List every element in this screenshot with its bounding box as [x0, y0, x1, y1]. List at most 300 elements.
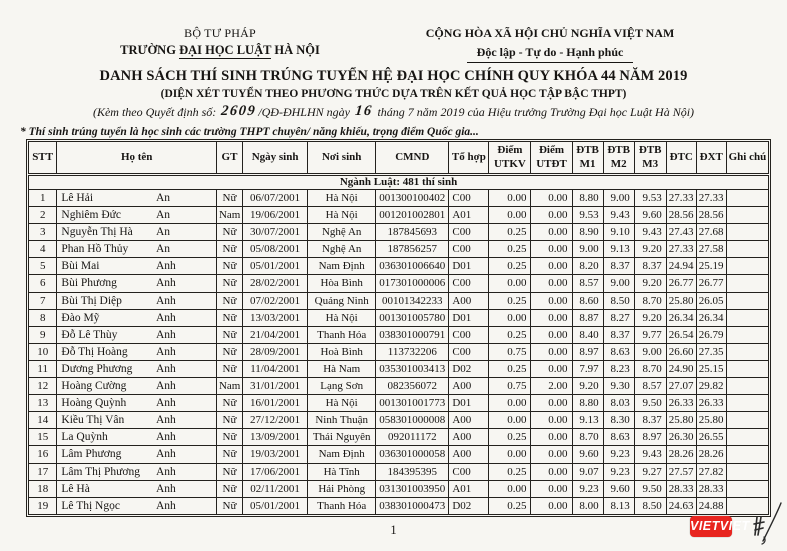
cell-name: Đào Mỹ Anh: [57, 309, 217, 326]
cell-name: Lâm Phương Anh: [57, 446, 217, 463]
cell-m2: 9.00: [603, 190, 634, 207]
cell-name: Lê Thị Ngọc Anh: [57, 497, 217, 514]
cell-m1: 8.70: [572, 429, 603, 446]
cell-cmnd: 001301005780: [376, 309, 449, 326]
cell-m2: 9.10: [603, 224, 634, 241]
cell-dxt: 27.33: [696, 190, 726, 207]
handwritten-signature-mark: [747, 497, 787, 549]
cell-stt: 17: [29, 463, 57, 480]
cell-pob: Hà Nội: [308, 309, 376, 326]
cell-m3: 9.20: [634, 241, 666, 258]
cell-note: [726, 378, 768, 395]
cell-cmnd: 001301001773: [376, 395, 449, 412]
cell-utkv: 0.00: [489, 446, 531, 463]
table-row: [29, 412, 769, 429]
cell-m3: 9.50: [634, 480, 666, 497]
cell-dxt: 26.33: [696, 395, 726, 412]
cell-dxt: 25.19: [696, 258, 726, 275]
cell-name: Lê Hà Anh: [57, 480, 217, 497]
cell-utkv: 0.00: [489, 207, 531, 224]
cell-gt: Nữ: [216, 343, 242, 360]
cell-note: [726, 207, 768, 224]
cell-stt: 13: [29, 395, 57, 412]
cell-dtc: 26.54: [666, 326, 696, 343]
cell-dtc: 27.33: [666, 190, 696, 207]
table-row: [29, 360, 769, 377]
document-title: DANH SÁCH THÍ SINH TRÚNG TUYỂN HỆ ĐẠI HỌC CHÍNH QUY KHÓA 44 NĂM 2019: [99, 68, 688, 84]
cell-m1: 9.07: [572, 463, 603, 480]
cell-gt: Nữ: [216, 292, 242, 309]
cell-gt: Nữ: [216, 275, 242, 292]
cell-utdt: 0.00: [531, 207, 572, 224]
cell-utkv: 0.25: [489, 241, 531, 258]
cell-dtc: 26.33: [666, 395, 696, 412]
cell-stt: 8: [29, 309, 57, 326]
cell-pob: Hà Nam: [308, 360, 376, 377]
cell-note: [726, 395, 768, 412]
cell-note: [726, 258, 768, 275]
cell-dob: 27/12/2001: [243, 412, 308, 429]
cell-tohop: A00: [449, 378, 489, 395]
cell-m2: 8.03: [603, 395, 634, 412]
cell-pob: Ninh Thuận: [308, 412, 376, 429]
cell-utdt: 0.00: [531, 241, 572, 258]
col-header-diem-utdt: Điểm UTĐT: [531, 142, 572, 175]
cell-pob: Hà Nội: [308, 395, 376, 412]
cell-dxt: 26.05: [696, 292, 726, 309]
cell-pob: Hà Nội: [308, 190, 376, 207]
cell-dtc: 26.60: [666, 343, 696, 360]
cell-stt: 14: [29, 412, 57, 429]
cell-gt: Nữ: [216, 497, 242, 514]
cell-dob: 13/03/2001: [243, 309, 308, 326]
cell-m2: 8.37: [603, 326, 634, 343]
cell-m2: 9.13: [603, 241, 634, 258]
cell-utdt: 0.00: [531, 429, 572, 446]
handwritten-decree-number: 2609: [220, 103, 258, 119]
national-title: CỘNG HÒA XÃ HỘI CHỦ NGHĨA VIỆT NAM: [425, 26, 675, 40]
col-header-gt: GT: [216, 142, 242, 175]
table-body: [29, 175, 769, 515]
cell-m2: 9.30: [603, 378, 634, 395]
cell-dob: 06/07/2001: [243, 190, 308, 207]
cell-name: La Quỳnh Anh: [57, 429, 217, 446]
admissions-table-wrapper: [26, 139, 771, 517]
cell-utdt: 0.00: [531, 497, 572, 514]
cell-m2: 8.37: [603, 258, 634, 275]
cell-name: Bùi Thị Diệp Anh: [57, 292, 217, 309]
cell-note: [726, 224, 768, 241]
cell-tohop: D01: [449, 395, 489, 412]
cell-m2: 8.27: [603, 309, 634, 326]
cell-tohop: C00: [449, 224, 489, 241]
table-row: [29, 258, 769, 275]
cell-gt: Nữ: [216, 224, 242, 241]
cell-m1: 8.87: [572, 309, 603, 326]
cell-name: Lê Hải An: [57, 190, 217, 207]
cell-utdt: 0.00: [531, 395, 572, 412]
cell-note: [726, 190, 768, 207]
cell-dxt: 24.88: [696, 497, 726, 514]
cell-m1: 8.00: [572, 497, 603, 514]
cell-stt: 2: [29, 207, 57, 224]
cell-dxt: 27.68: [696, 224, 726, 241]
cell-name: Bùi Phương Anh: [57, 275, 217, 292]
cell-name: Hoàng Cường Anh: [57, 378, 217, 395]
cell-utkv: 0.00: [489, 190, 531, 207]
cell-dtc: 26.77: [666, 275, 696, 292]
cell-tohop: A00: [449, 292, 489, 309]
university-name: TRƯỜNG ĐẠI HỌC LUẬT HÀ NỘI: [120, 43, 320, 58]
cell-m3: 9.43: [634, 446, 666, 463]
cell-m1: 8.80: [572, 395, 603, 412]
cell-pob: Hoà Bình: [308, 343, 376, 360]
cell-m1: 9.53: [572, 207, 603, 224]
cell-dob: 19/06/2001: [243, 207, 308, 224]
cell-gt: Nữ: [216, 326, 242, 343]
cell-cmnd: 058301000008: [376, 412, 449, 429]
cell-pob: Nghệ An: [308, 241, 376, 258]
cell-utdt: 0.00: [531, 412, 572, 429]
cell-m3: 9.43: [634, 224, 666, 241]
cell-dxt: 28.33: [696, 480, 726, 497]
cell-stt: 11: [29, 360, 57, 377]
cell-utkv: 0.25: [489, 326, 531, 343]
cell-dtc: 28.33: [666, 480, 696, 497]
cell-m1: 8.57: [572, 275, 603, 292]
cell-note: [726, 292, 768, 309]
table-row: [29, 224, 769, 241]
document-subtitle: (DIỆN XÉT TUYỂN THEO PHƯƠNG THỨC DỰA TRÊN KẾT QUẢ HỌC TẬP BẬC THPT): [160, 88, 627, 100]
table-row: [29, 241, 769, 258]
cell-pob: Nghệ An: [308, 224, 376, 241]
cell-m1: 8.97: [572, 343, 603, 360]
cell-m1: 9.20: [572, 378, 603, 395]
cell-stt: 5: [29, 258, 57, 275]
cell-dtc: 28.56: [666, 207, 696, 224]
cell-tohop: C00: [449, 343, 489, 360]
table-row: [29, 463, 769, 480]
cell-m3: 9.00: [634, 343, 666, 360]
cell-dob: 19/03/2001: [243, 446, 308, 463]
cell-utkv: 0.75: [489, 343, 531, 360]
cell-name: Kiều Thị Vân Anh: [57, 412, 217, 429]
cell-dob: 31/01/2001: [243, 378, 308, 395]
cell-stt: 9: [29, 326, 57, 343]
cell-stt: 6: [29, 275, 57, 292]
cell-stt: 12: [29, 378, 57, 395]
table-row: [29, 497, 769, 514]
cell-cmnd: 031301003950: [376, 480, 449, 497]
cell-dxt: 28.26: [696, 446, 726, 463]
cell-stt: 4: [29, 241, 57, 258]
cell-dxt: 25.80: [696, 412, 726, 429]
cell-gt: Nữ: [216, 412, 242, 429]
cell-utkv: 0.25: [489, 429, 531, 446]
cell-utkv: 0.25: [489, 224, 531, 241]
cell-gt: Nữ: [216, 360, 242, 377]
cell-dxt: 26.79: [696, 326, 726, 343]
cell-dob: 21/04/2001: [243, 326, 308, 343]
cell-m1: 8.20: [572, 258, 603, 275]
cell-dtc: 28.26: [666, 446, 696, 463]
cell-m1: 9.23: [572, 480, 603, 497]
table-row: [29, 326, 769, 343]
cell-utdt: 0.00: [531, 292, 572, 309]
cell-gt: Nữ: [216, 429, 242, 446]
cell-dob: 17/06/2001: [243, 463, 308, 480]
cell-m3: 8.70: [634, 292, 666, 309]
cell-name: Đỗ Lê Thùy Anh: [57, 326, 217, 343]
cell-m3: 9.60: [634, 207, 666, 224]
national-motto-block: [400, 25, 700, 63]
cell-note: [726, 480, 768, 497]
cell-dob: 02/11/2001: [243, 480, 308, 497]
cell-utdt: 0.00: [531, 258, 572, 275]
cell-utkv: 0.00: [489, 412, 531, 429]
cell-m3: 8.97: [634, 429, 666, 446]
cell-dxt: 28.56: [696, 207, 726, 224]
cell-cmnd: 035301003413: [376, 360, 449, 377]
cell-dob: 28/02/2001: [243, 275, 308, 292]
cell-stt: 16: [29, 446, 57, 463]
cell-cmnd: 082356072: [376, 378, 449, 395]
cell-utdt: 2.00: [531, 378, 572, 395]
cell-tohop: A01: [449, 480, 489, 497]
cell-m3: 8.37: [634, 412, 666, 429]
ministry-name: BỘ TƯ PHÁP: [184, 26, 256, 40]
table-row: [29, 190, 769, 207]
cell-gt: Nữ: [216, 190, 242, 207]
cell-m2: 8.63: [603, 343, 634, 360]
cell-gt: Nữ: [216, 395, 242, 412]
cell-name: Dương Phương Anh: [57, 360, 217, 377]
cell-dxt: 27.58: [696, 241, 726, 258]
cell-dtc: 27.33: [666, 241, 696, 258]
cell-utkv: 0.25: [489, 258, 531, 275]
table-row: [29, 309, 769, 326]
cell-note: [726, 412, 768, 429]
viet-logo-stamp: VIETVIET: [690, 516, 732, 537]
table-header: [29, 142, 769, 175]
cell-pob: Thanh Hóa: [308, 326, 376, 343]
cell-dxt: 26.55: [696, 429, 726, 446]
cell-dtc: 27.57: [666, 463, 696, 480]
cell-utdt: 0.00: [531, 480, 572, 497]
cell-tohop: C00: [449, 326, 489, 343]
table-row: [29, 378, 769, 395]
cell-dxt: 27.82: [696, 463, 726, 480]
col-header-dtc: ĐTC: [666, 142, 696, 175]
cell-dob: 05/08/2001: [243, 241, 308, 258]
cell-name: Bùi Mai Anh: [57, 258, 217, 275]
table-row: [29, 480, 769, 497]
cell-utkv: 0.00: [489, 480, 531, 497]
table-row: [29, 395, 769, 412]
cell-stt: 18: [29, 480, 57, 497]
cell-stt: 3: [29, 224, 57, 241]
cell-m2: 8.13: [603, 497, 634, 514]
cell-utkv: 0.75: [489, 378, 531, 395]
cell-dtc: 27.43: [666, 224, 696, 241]
cell-dxt: 29.82: [696, 378, 726, 395]
admissions-table: [28, 141, 769, 515]
cell-m1: 9.60: [572, 446, 603, 463]
cell-pob: Hà Nội: [308, 207, 376, 224]
cell-cmnd: 113732206: [376, 343, 449, 360]
col-header-to-hop: Tổ hợp: [449, 142, 489, 175]
cell-pob: Nam Định: [308, 258, 376, 275]
cell-name: Nguyễn Thị Hà An: [57, 224, 217, 241]
cell-note: [726, 429, 768, 446]
cell-dob: 30/07/2001: [243, 224, 308, 241]
cell-cmnd: 017301000006: [376, 275, 449, 292]
col-header-stt: STT: [29, 142, 57, 175]
cell-m1: 8.40: [572, 326, 603, 343]
page-number: 1: [390, 523, 397, 537]
cell-cmnd: 038301000473: [376, 497, 449, 514]
cell-cmnd: 036301000058: [376, 446, 449, 463]
cell-pob: Hòa Bình: [308, 275, 376, 292]
cell-dob: 28/09/2001: [243, 343, 308, 360]
cell-gt: Nữ: [216, 463, 242, 480]
col-header-diem-utkv: Điểm UTKV: [489, 142, 531, 175]
col-header-ngay-sinh: Ngày sinh: [243, 142, 308, 175]
cell-m2: 8.50: [603, 292, 634, 309]
cell-m3: 9.77: [634, 326, 666, 343]
table-row: [29, 429, 769, 446]
cell-dob: 16/01/2001: [243, 395, 308, 412]
cell-utdt: 0.00: [531, 190, 572, 207]
col-header-dtb-m2: ĐTB M2: [603, 142, 634, 175]
cell-m2: 9.00: [603, 275, 634, 292]
cell-m1: 9.00: [572, 241, 603, 258]
cell-m3: 9.20: [634, 275, 666, 292]
table-row: [29, 446, 769, 463]
cell-pob: Hà Tĩnh: [308, 463, 376, 480]
cell-cmnd: 187856257: [376, 241, 449, 258]
cell-pob: Hải Phòng: [308, 480, 376, 497]
cell-m3: 9.50: [634, 395, 666, 412]
cell-pob: Thanh Hóa: [308, 497, 376, 514]
cell-tohop: D01: [449, 258, 489, 275]
cell-m2: 9.23: [603, 446, 634, 463]
cell-name: Phan Hồ Thủy An: [57, 241, 217, 258]
cell-note: [726, 463, 768, 480]
cell-note: [726, 446, 768, 463]
cell-m3: 9.20: [634, 309, 666, 326]
cell-m2: 8.23: [603, 360, 634, 377]
cell-utkv: 0.00: [489, 275, 531, 292]
col-header-ho-ten: Họ tên: [57, 142, 217, 175]
cell-gt: Nam: [216, 207, 242, 224]
cell-tohop: A00: [449, 412, 489, 429]
cell-utdt: 0.00: [531, 463, 572, 480]
cell-utdt: 0.00: [531, 224, 572, 241]
cell-name: Hoàng Quỳnh Anh: [57, 395, 217, 412]
cell-cmnd: 184395395: [376, 463, 449, 480]
cell-m1: 8.80: [572, 190, 603, 207]
cell-tohop: C00: [449, 241, 489, 258]
cell-name: Lâm Thị Phương Anh: [57, 463, 217, 480]
cell-stt: 10: [29, 343, 57, 360]
cell-utkv: 0.00: [489, 309, 531, 326]
cell-utdt: 0.00: [531, 326, 572, 343]
decree-reference-line: (Kèm theo Quyết định số: 2609/QĐ-ĐHLHN ngày 16 tháng 7 năm 2019 của Hiệu trưởng Trường Đại học Luật Hà Nội): [92, 103, 695, 119]
cell-pob: Thái Nguyên: [308, 429, 376, 446]
cell-note: [726, 343, 768, 360]
cell-dob: 13/09/2001: [243, 429, 308, 446]
cell-m2: 9.23: [603, 463, 634, 480]
section-row: [29, 175, 769, 190]
cell-dob: 05/01/2001: [243, 497, 308, 514]
cell-dtc: 25.80: [666, 412, 696, 429]
cell-pob: Nam Định: [308, 446, 376, 463]
cell-utkv: 0.25: [489, 360, 531, 377]
cell-m3: 8.70: [634, 360, 666, 377]
cell-note: [726, 326, 768, 343]
cell-utkv: 0.25: [489, 463, 531, 480]
cell-gt: Nam: [216, 378, 242, 395]
cell-dxt: 26.77: [696, 275, 726, 292]
cell-cmnd: 038301000791: [376, 326, 449, 343]
cell-dtc: 27.07: [666, 378, 696, 395]
cell-utkv: 0.00: [489, 395, 531, 412]
cell-name: Nghiêm Đức An: [57, 207, 217, 224]
cell-note: [726, 309, 768, 326]
cell-utkv: 0.25: [489, 497, 531, 514]
cell-cmnd: 187845693: [376, 224, 449, 241]
cell-stt: 19: [29, 497, 57, 514]
cell-gt: Nữ: [216, 480, 242, 497]
cell-note: [726, 360, 768, 377]
cell-tohop: D02: [449, 360, 489, 377]
section-label: Ngành Luật: 481 thí sinh: [29, 175, 769, 190]
cell-m2: 9.43: [603, 207, 634, 224]
cell-m1: 7.97: [572, 360, 603, 377]
table-row: [29, 207, 769, 224]
cell-tohop: A01: [449, 207, 489, 224]
col-header-dtb-m3: ĐTB M3: [634, 142, 666, 175]
cell-dob: 05/01/2001: [243, 258, 308, 275]
cell-gt: Nữ: [216, 241, 242, 258]
cell-cmnd: 001300100402: [376, 190, 449, 207]
col-header-cmnd: CMND: [376, 142, 449, 175]
cell-utkv: 0.25: [489, 292, 531, 309]
table-row: [29, 275, 769, 292]
cell-dtc: 24.90: [666, 360, 696, 377]
cell-m2: 9.60: [603, 480, 634, 497]
cell-gt: Nữ: [216, 258, 242, 275]
col-header-noi-sinh: Nơi sinh: [308, 142, 376, 175]
cell-tohop: D02: [449, 497, 489, 514]
cell-tohop: D01: [449, 309, 489, 326]
cell-dtc: 24.94: [666, 258, 696, 275]
handwritten-decree-day: 16: [354, 103, 374, 119]
cell-dob: 11/04/2001: [243, 360, 308, 377]
cell-stt: 15: [29, 429, 57, 446]
cell-dtc: 24.63: [666, 497, 696, 514]
cell-utdt: 0.00: [531, 360, 572, 377]
cell-gt: Nữ: [216, 309, 242, 326]
footnote-text: * Thí sinh trúng tuyển là học sinh các trường THPT chuyên/ năng khiếu, trọng điểm Quốc gia...: [20, 126, 479, 138]
cell-cmnd: 00101342233: [376, 292, 449, 309]
cell-name: Đỗ Thị Hoàng Anh: [57, 343, 217, 360]
col-header-dxt: ĐXT: [696, 142, 726, 175]
cell-dtc: 25.80: [666, 292, 696, 309]
cell-cmnd: 092011172: [376, 429, 449, 446]
cell-cmnd: 001201002801: [376, 207, 449, 224]
